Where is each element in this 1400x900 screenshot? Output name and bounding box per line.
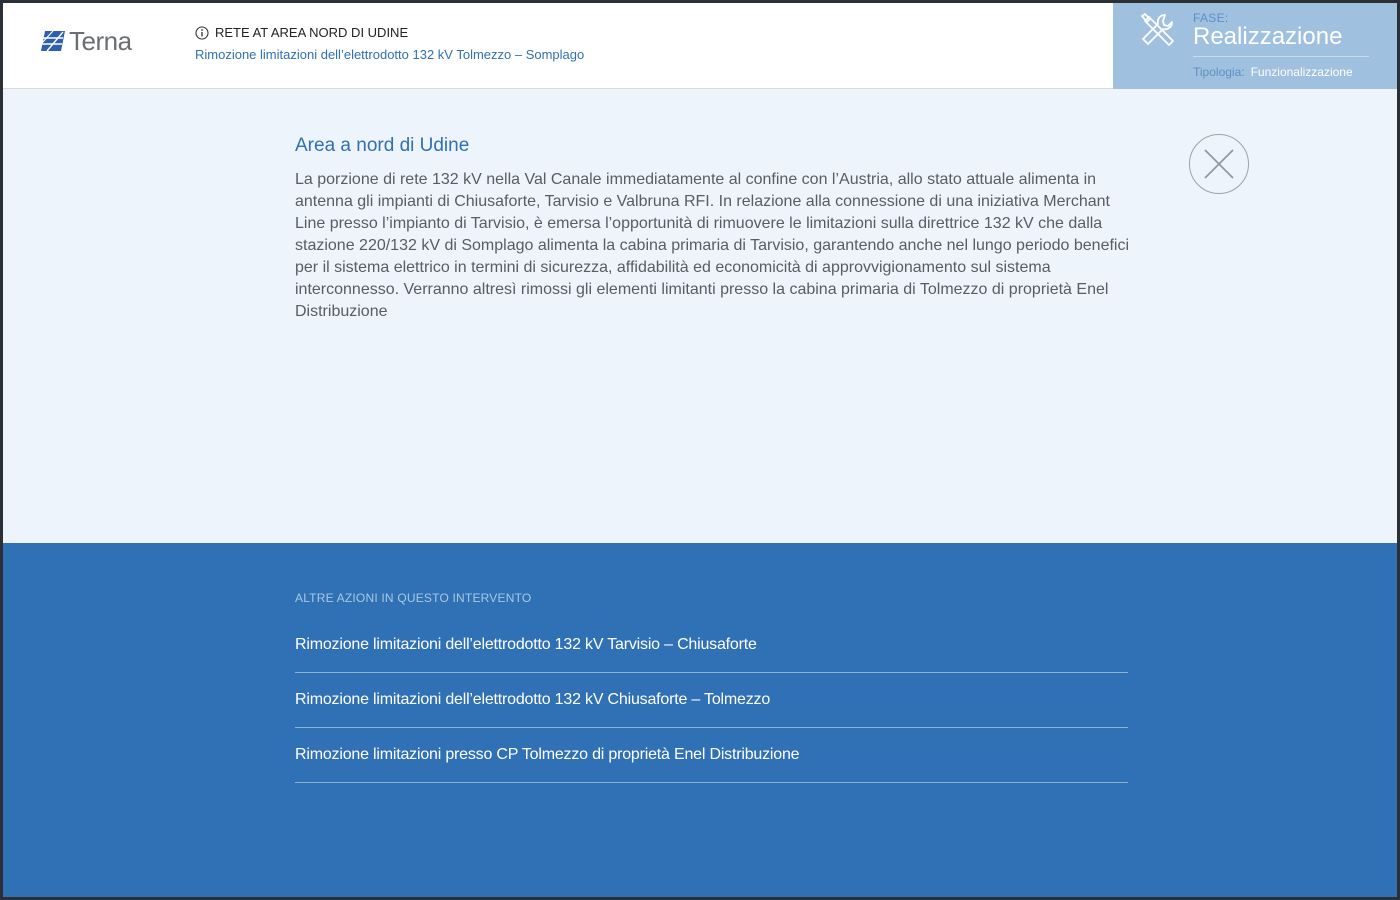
other-actions-section	[3, 543, 1397, 897]
phase-divider	[1193, 56, 1369, 57]
top-header	[3, 3, 1397, 89]
tipologia-label: Tipologia:	[1193, 65, 1245, 79]
other-actions-list	[295, 618, 1128, 783]
breadcrumb-label: RETE AT AREA NORD DI UDINE	[215, 25, 409, 40]
tipologia-value: Funzionalizzazione	[1250, 65, 1353, 79]
list-item	[295, 728, 1128, 783]
tools-icon	[1139, 11, 1179, 51]
list-item	[295, 618, 1128, 673]
action-link-cp-tolmezzo[interactable]: Rimozione limitazioni presso CP Tolmezzo di proprietà Enel Distribuzione	[295, 746, 800, 763]
close-icon	[1204, 149, 1234, 179]
terna-logo-icon	[41, 29, 65, 53]
tipologia	[1193, 65, 1353, 79]
info-icon	[195, 26, 209, 40]
breadcrumb	[195, 25, 584, 41]
action-link-tarvisio-chiusaforte[interactable]: Rimozione limitazioni dell’elettrodotto 132 kV Tarvisio – Chiusaforte	[295, 636, 757, 653]
phase-value: Realizzazione	[1193, 23, 1343, 50]
action-link-chiusaforte-tolmezzo[interactable]: Rimozione limitazioni dell’elettrodotto 132 kV Chiusaforte – Tolmezzo	[295, 691, 771, 708]
phase-label: FASE:	[1193, 11, 1229, 25]
header-info	[195, 25, 584, 62]
area-title: Area a nord di Udine	[295, 135, 470, 156]
phase-panel	[1113, 3, 1397, 89]
detail-panel	[3, 89, 1397, 543]
intervention-title-link[interactable]: Rimozione limitazioni dell’elettrodotto 132 kV Tolmezzo – Somplago	[195, 47, 585, 62]
area-description: La porzione di rete 132 kV nella Val Canale immediatamente al confine con l’Austria, allo stato attuale alimenta in antenna gli impianti di Chiusaforte, Tarvisio e Valbruna RFI. In relazione alla connessione di una iniziativa Merchant Line presso l’impianto di Tarvisio, è emersa l’opportunità di rimuovere le limitazioni sulla direttrice 132 kV che dalla stazione 220/132 kV di Somplago alimenta la cabina primaria di Tarvisio, garantendo anche nel lungo periodo benefici per il sistema elettrico in termini di sicurezza, affidabilità ed economicità di approvvigionamento sul sistema interconnesso. Verranno altresì rimossi gli elementi limitanti presso la cabina primaria di Tolmezzo di proprietà Enel Distribuzione	[295, 171, 1130, 320]
list-item	[295, 673, 1128, 728]
terna-logo[interactable]	[41, 26, 132, 56]
close-button[interactable]	[1189, 134, 1249, 194]
logo-text: Terna	[69, 26, 132, 56]
other-actions-heading: ALTRE AZIONI IN QUESTO INTERVENTO	[295, 591, 532, 605]
